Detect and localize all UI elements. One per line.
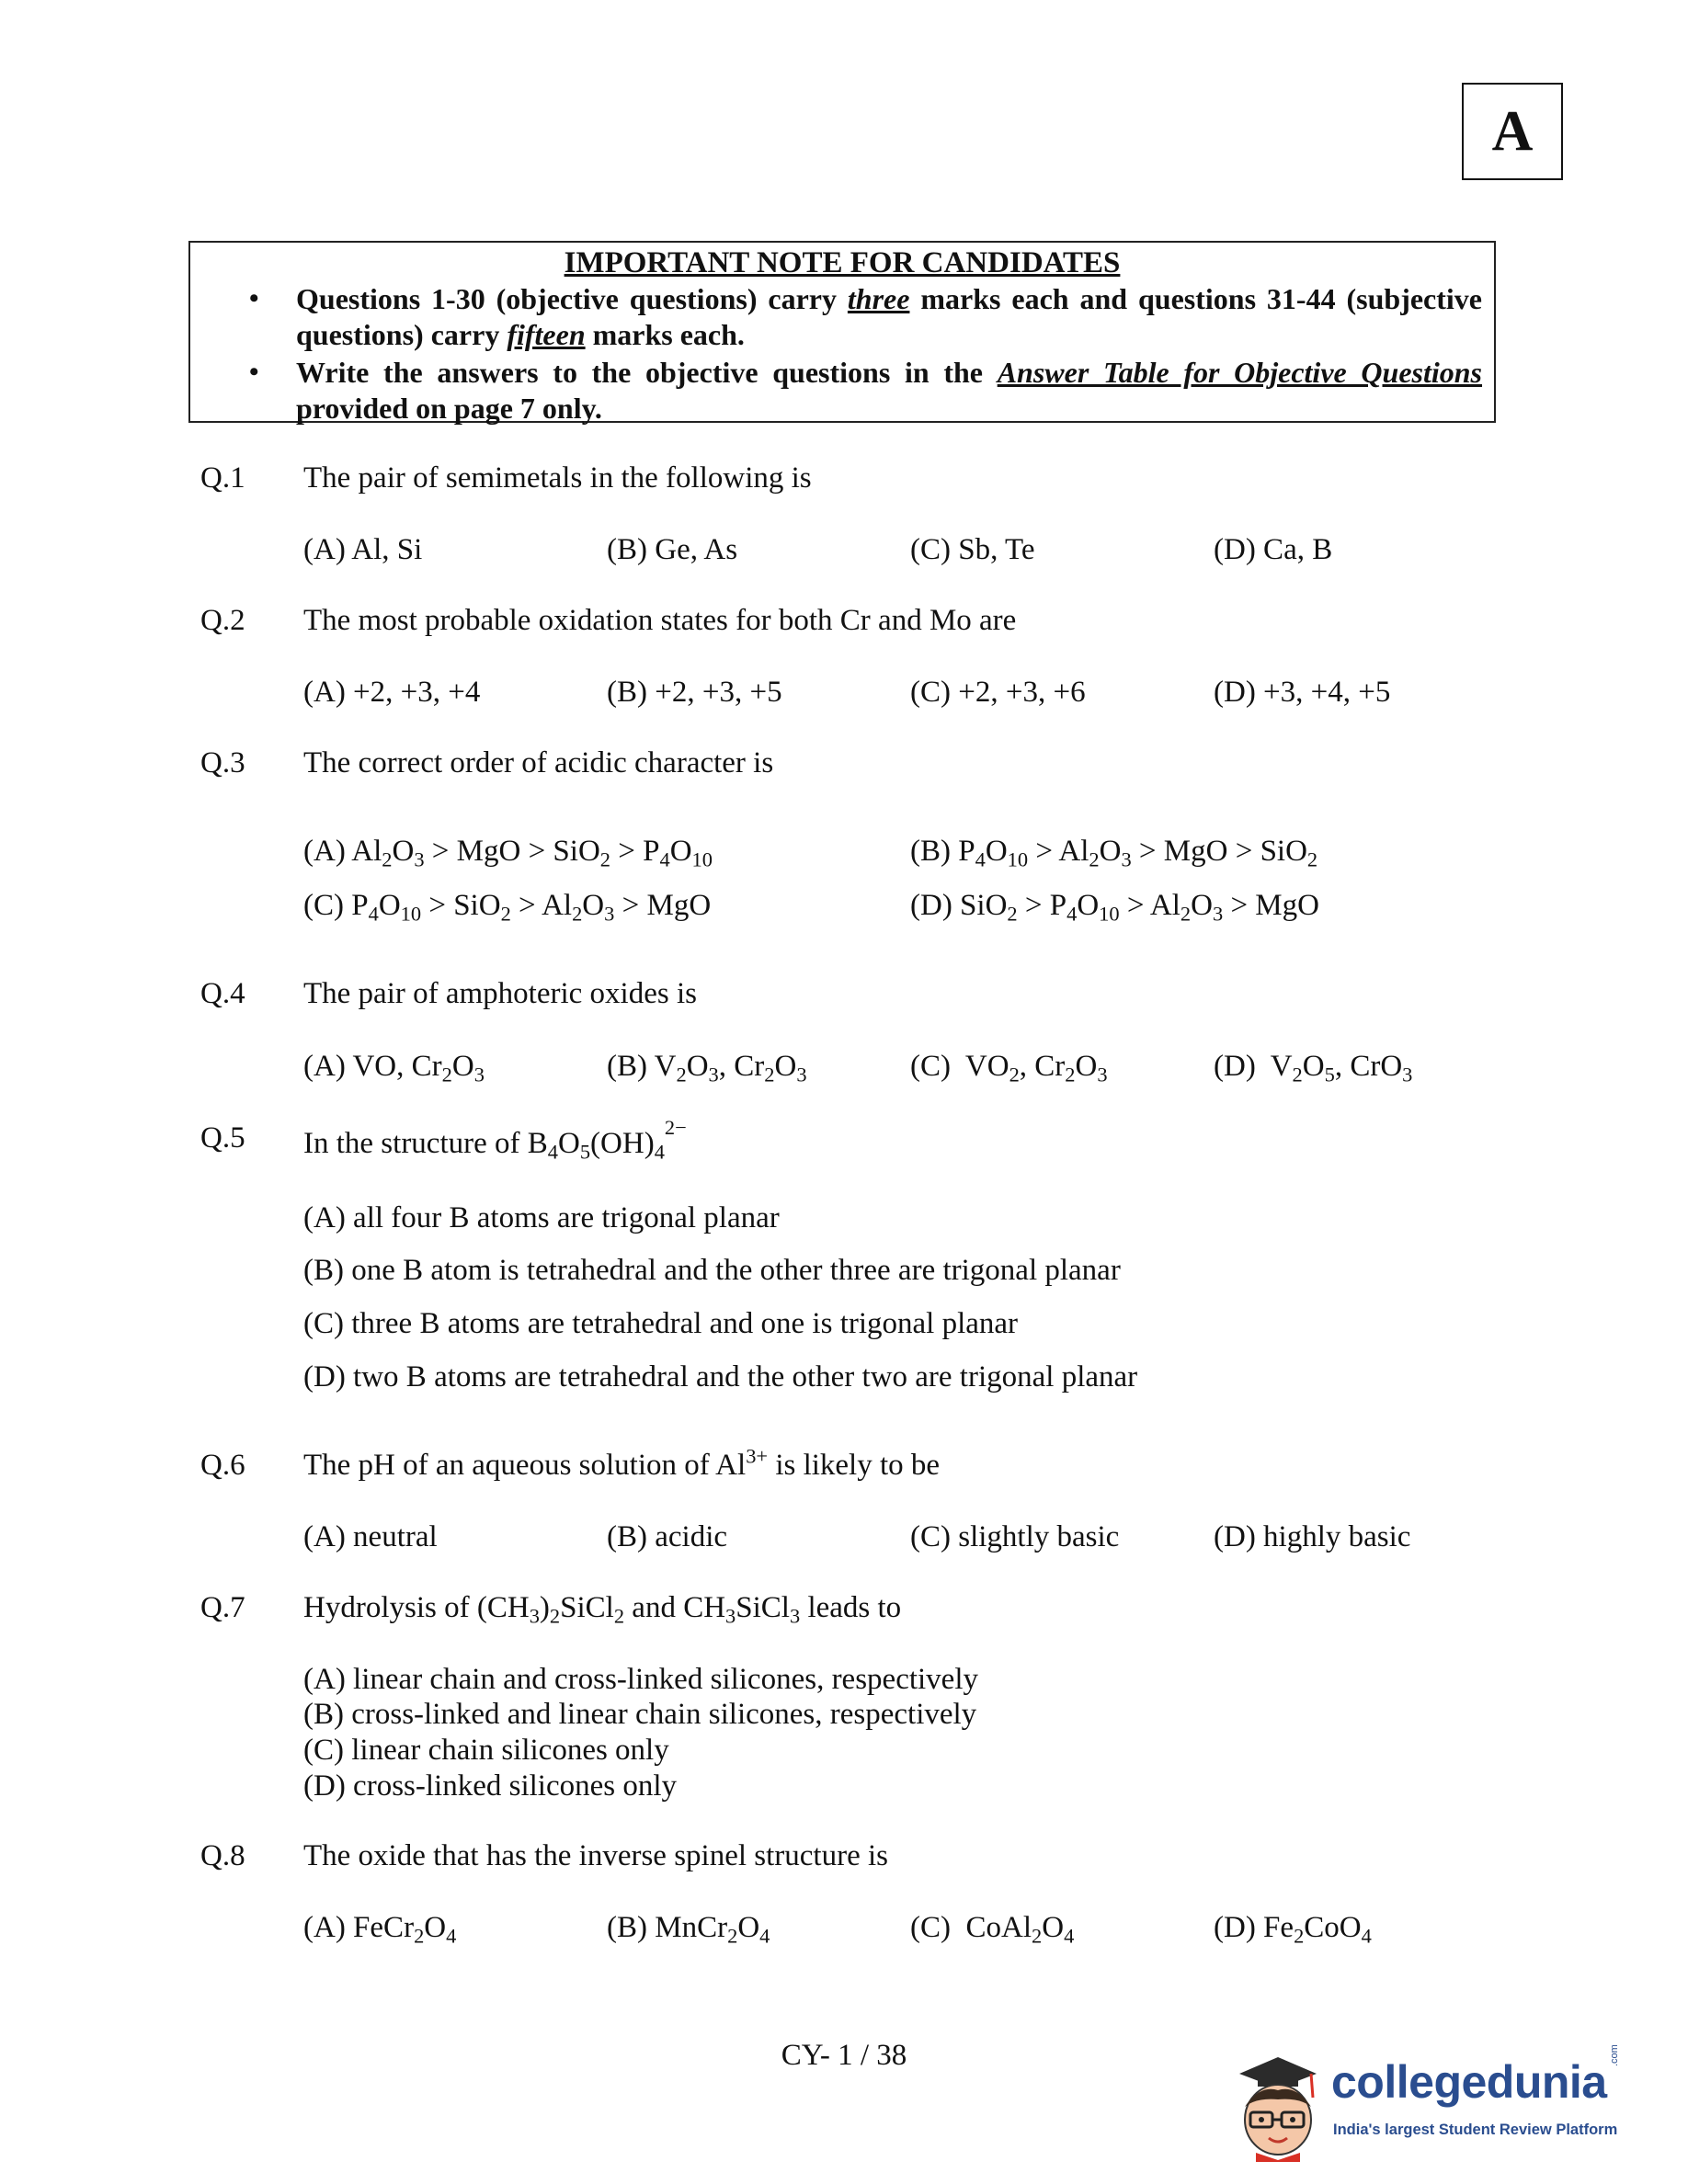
question-text: The most probable oxidation states for both Cr and Mo are bbox=[303, 604, 1017, 637]
option-c: (C) Sb, Te bbox=[910, 533, 1035, 566]
question-number: Q.2 bbox=[200, 604, 245, 637]
option-b: (B) cross-linked and linear chain silicones, respectively bbox=[303, 1698, 977, 1731]
option-d: (D) two B atoms are tetrahedral and the other two are trigonal planar bbox=[303, 1360, 1138, 1393]
question-number: Q.1 bbox=[200, 461, 245, 495]
option-b: (B) $MnCr_2O_4$ bbox=[607, 1911, 770, 1948]
important-note-box bbox=[188, 241, 1496, 423]
question-number: Q.6 bbox=[200, 1449, 245, 1482]
option-d: (D) Ca, B bbox=[1214, 533, 1333, 566]
page-footer: CY- 1 / 38 bbox=[781, 2039, 907, 2072]
note-bullet-1: Questions 1-30 (objective questions) carry three marks each and questions 31-44 (subjective questions) carry fifteen marks each. bbox=[296, 282, 1483, 351]
question-number: Q.3 bbox=[200, 746, 245, 779]
note-bullet-2: Write the answers to the objective questions in the Answer Table for Objective Questions provided on page 7 only. bbox=[296, 356, 1483, 425]
option-c: (C) $VO_2$, $Cr_2O_3$ bbox=[910, 1050, 1108, 1086]
question-text: The pair of semimetals in the following is bbox=[303, 461, 812, 495]
note-title: IMPORTANT NOTE FOR CANDIDATES bbox=[564, 246, 1121, 279]
option-c: (C) +2, +3, +6 bbox=[910, 676, 1086, 709]
option-a: (A) neutral bbox=[303, 1520, 438, 1553]
set-code: A bbox=[1491, 99, 1534, 163]
option-c: (C) slightly basic bbox=[910, 1520, 1120, 1553]
option-a: (A) all four B atoms are trigonal planar bbox=[303, 1201, 780, 1234]
option-a: (A) Al, Si bbox=[303, 533, 423, 566]
question-number: Q.8 bbox=[200, 1839, 245, 1872]
collegedunia-logo bbox=[1223, 2042, 1664, 2162]
question-number: Q.7 bbox=[200, 1591, 245, 1624]
question-text: The oxide that has the inverse spinel structure is bbox=[303, 1839, 888, 1872]
bullet-icon: • bbox=[249, 357, 259, 387]
option-c: (C) three B atoms are tetrahedral and one is trigonal planar bbox=[303, 1307, 1019, 1340]
logo-name: collegedunia bbox=[1331, 2056, 1607, 2108]
question-number: Q.5 bbox=[200, 1121, 245, 1155]
option-d: (D) highly basic bbox=[1214, 1520, 1411, 1553]
option-b: (B) +2, +3, +5 bbox=[607, 676, 782, 709]
option-a: (A) +2, +3, +4 bbox=[303, 676, 481, 709]
option-c: (C) linear chain silicones only bbox=[303, 1734, 669, 1767]
option-b: (B) one B atom is tetrahedral and the other three are trigonal planar bbox=[303, 1254, 1121, 1287]
option-c: (C) $CoAl_2O_4$ bbox=[910, 1911, 1075, 1948]
option-c: (C) $P_4O_{10} > SiO_2 > Al_2O_3$ > MgO bbox=[303, 889, 712, 926]
option-d: (D) $V_2O_5$, CrO$_3$ bbox=[1214, 1050, 1413, 1086]
option-b: (B) Ge, As bbox=[607, 533, 738, 566]
option-d: (D) $SiO_2 > P_4O_{10} > Al_2O_3$ > MgO bbox=[910, 889, 1319, 926]
student-mascot-icon bbox=[1223, 2042, 1326, 2162]
option-a: (A) $FeCr_2O_4$ bbox=[303, 1911, 457, 1948]
logo-tagline: India's largest Student Review Platform bbox=[1333, 2121, 1618, 2138]
bullet-icon: • bbox=[249, 283, 259, 313]
option-d: (D) +3, +4, +5 bbox=[1214, 676, 1391, 709]
question-text: The pH of an aqueous solution of $Al^{3+}$ is likely to be bbox=[303, 1444, 941, 1482]
option-a: (A) linear chain and cross-linked silicones, respectively bbox=[303, 1663, 978, 1696]
logo-suffix: .com bbox=[1609, 2044, 1620, 2066]
option-d: (D) cross-linked silicones only bbox=[303, 1769, 678, 1803]
question-text: In the structure of $B_4O_5(OH)_4^{2-}$ bbox=[303, 1115, 687, 1164]
question-text: Hydrolysis of $(CH_3)_2SiCl_2$ and $CH_3SiCl_3$ leads to bbox=[303, 1591, 902, 1628]
option-b: (B) $V_2O_3$, $Cr_2O_3$ bbox=[607, 1050, 807, 1086]
question-text: The correct order of acidic character is bbox=[303, 746, 774, 779]
option-a: (A) VO, $Cr_2O_3$ bbox=[303, 1050, 485, 1086]
option-b: (B) $P_4O_{10} > Al_2O_3$ > MgO > SiO$_2$ bbox=[910, 835, 1318, 871]
option-b: (B) acidic bbox=[607, 1520, 728, 1553]
question-text: The pair of amphoteric oxides is bbox=[303, 977, 697, 1010]
question-number: Q.4 bbox=[200, 977, 245, 1010]
option-d: (D) $Fe_2CoO_4$ bbox=[1214, 1911, 1372, 1948]
set-code-box bbox=[1462, 83, 1563, 180]
option-a: (A) $Al_2O_3$ > MgO > $SiO_2 > P_4O_{10}$ bbox=[303, 835, 713, 871]
